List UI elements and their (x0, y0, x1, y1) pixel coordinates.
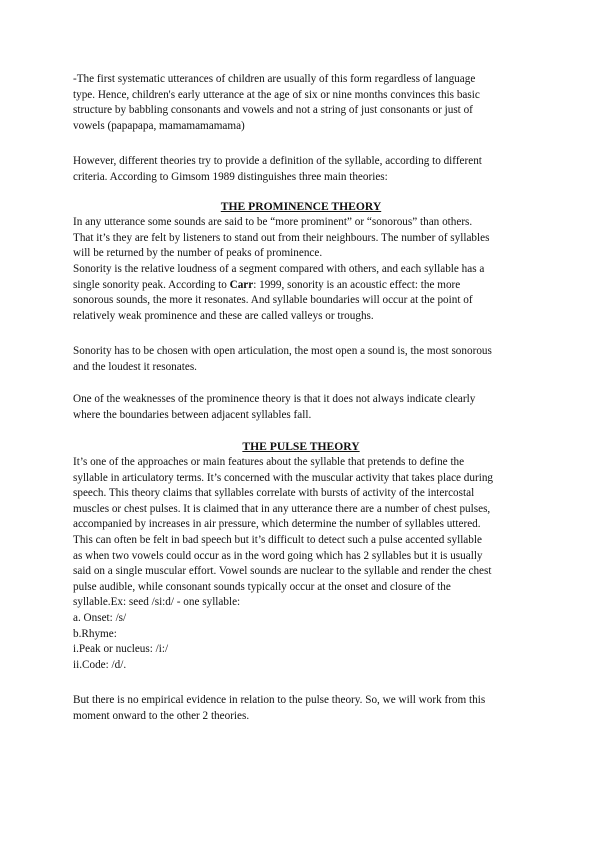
text-fragment: single sonority peak. According to (73, 278, 230, 291)
text-line: Sonority has to be chosen with open articulation, the most open a sound is, the most sonorous (73, 345, 492, 357)
intro-paragraph (73, 72, 529, 134)
author-name: Carr (229, 278, 254, 291)
text-line: Sonority is the relative loudness of a segment compared with others, and each syllable has a (73, 263, 485, 275)
text-line: type. Hence, children's early utterance at the age of six or nine months convinces this basic (73, 88, 480, 101)
text-line: syllable.Ex: seed /si:d/ - one syllable: (73, 596, 241, 609)
text-line: said on a single muscular effort. Vowel sounds are nuclear to the syllable and render the chest (73, 565, 492, 578)
pulse-conclusion-paragraph (73, 693, 529, 724)
text-line: However, different theories try to provide a definition of the syllable, according to different (73, 155, 482, 167)
text-line: criteria. According to Gimsom 1989 distinguishes three main theories: (73, 170, 388, 183)
list-item: b.Rhyme: (73, 627, 117, 640)
text-line: -The first systematic utterances of children are usually of this form regardless of language (73, 73, 476, 85)
theories-intro-paragraph (73, 154, 529, 185)
text-line: sonorous sounds, the more it resonates. And syllable boundaries will occur at the point of (73, 294, 473, 307)
prominence-paragraph-1 (73, 215, 529, 262)
syllable-structure-list (73, 611, 529, 673)
text-line: will be returned by the number of peaks of prominence. (73, 247, 323, 260)
pulse-paragraph-1 (73, 455, 529, 611)
text-line: moment onward to the other 2 theories. (73, 709, 250, 722)
list-item: ii.Code: /d/. (73, 658, 127, 671)
text-line: syllable in articulatory terms. It’s concerned with the muscular activity that takes place during (73, 471, 494, 484)
text-line: relatively weak prominence and these are called valleys or troughs. (73, 309, 374, 322)
text-line: structure by babbling consonants and vowels and not a string of just consonants or just of (73, 104, 473, 117)
text-line: where the boundaries between adjacent syllables fall. (73, 408, 312, 421)
text-line: speech. This theory claims that syllables correlate with bursts of activity of the intercostal (73, 487, 475, 500)
text-line: as when two vowels could occur as in the word going which has 2 syllables but it is usually (73, 549, 483, 562)
text-line: In any utterance some sounds are said to be “more prominent” or “sonorous” than others. (73, 216, 473, 228)
pulse-theory-heading: THE PULSE THEORY (242, 440, 360, 453)
text-line: This can often be felt in bad speech but it’s difficult to detect such a pulse accented syllable (73, 533, 482, 546)
text-line: pulse audible, while consonant sounds typically occur at the onset and closure of the (73, 580, 451, 593)
text-fragment: : 1999, sonority is an acoustic effect: the more (253, 278, 461, 291)
prominence-paragraph-4 (73, 392, 529, 423)
text-line: One of the weaknesses of the prominence theory is that it does not always indicate clearly (73, 393, 476, 405)
prominence-paragraph-3 (73, 344, 529, 375)
text-line: and the loudest it resonates. (73, 360, 197, 373)
text-line: It’s one of the approaches or main features about the syllable that pretends to define the (73, 456, 465, 468)
text-line: But there is no empirical evidence in relation to the pulse theory. So, we will work from this (73, 694, 486, 706)
prominence-paragraph-2 (73, 262, 529, 324)
prominence-theory-heading: THE PROMINENCE THEORY (220, 200, 382, 213)
list-item: i.Peak or nucleus: /i:/ (73, 643, 169, 656)
text-line: That it’s they are felt by listeners to stand out from their neighbours. The number of syllables (73, 231, 490, 244)
text-line (73, 278, 529, 294)
text-line: muscles or chest pulses. It is claimed that in any utterance there are a number of chest pulses, (73, 502, 491, 515)
text-line: accompanied by increases in air pressure, which determine the number of syllables uttered. (73, 518, 481, 531)
text-line: vowels (papapapa, mamamamamama) (73, 119, 245, 132)
list-item: a. Onset: /s/ (73, 612, 127, 624)
